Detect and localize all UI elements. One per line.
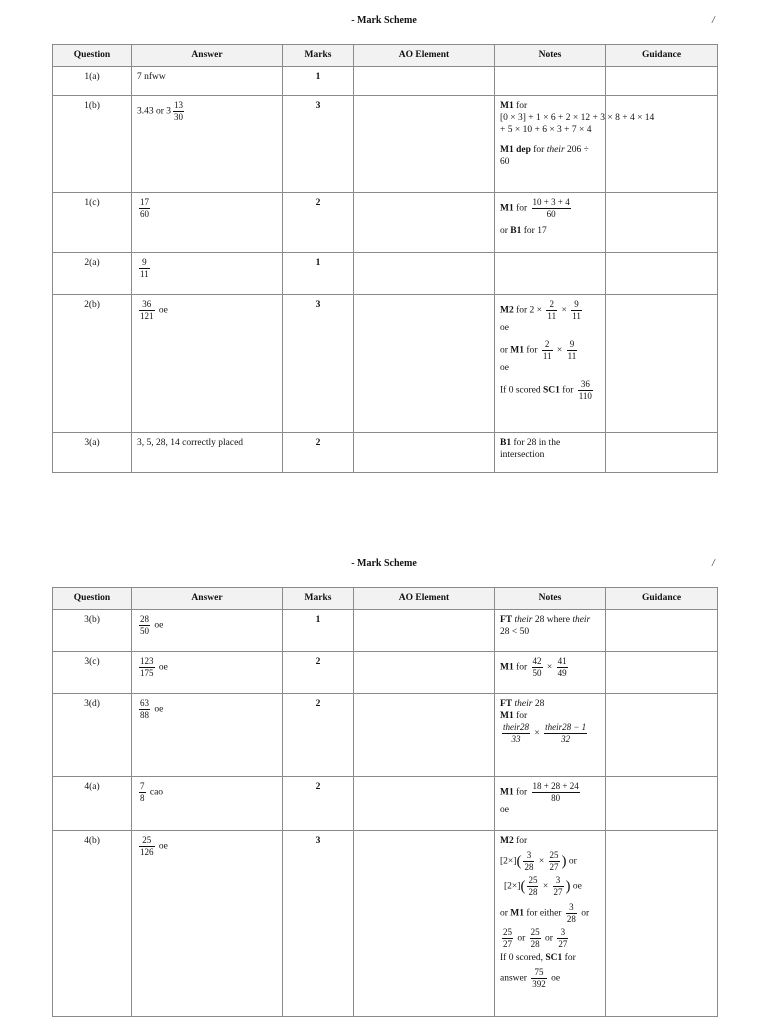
fraction — [531, 967, 547, 990]
numerator: 25 — [549, 850, 559, 860]
question-cell: 3(b) — [53, 610, 132, 652]
bracket: ( — [516, 853, 522, 870]
answer-cell — [132, 777, 283, 831]
fraction — [532, 197, 571, 220]
note-text: for 2 × — [513, 305, 543, 316]
note-text: or — [517, 933, 526, 944]
numerator: 10 + 3 + 4 — [532, 197, 570, 207]
table-row — [53, 694, 718, 777]
mark-code: M1 — [500, 662, 514, 673]
numerator: 9 — [574, 299, 579, 309]
notes-cell — [495, 777, 606, 831]
note-text: or — [500, 908, 511, 919]
note-text: for — [513, 203, 528, 214]
guidance-cell — [606, 193, 718, 253]
fraction — [544, 722, 587, 745]
numerator: 25 — [142, 835, 152, 845]
numerator: 9 — [142, 257, 147, 267]
answer-suffix: oe — [158, 662, 168, 673]
denominator: 60 — [140, 209, 149, 219]
denominator: 32 — [544, 733, 587, 745]
answer-cell: 7 nfww — [132, 67, 283, 96]
note-text: for — [524, 345, 538, 356]
denominator: 392 — [532, 979, 546, 989]
note-text: 28 < 50 — [500, 627, 530, 637]
note-text: [2×] — [504, 881, 521, 892]
fraction — [139, 257, 150, 280]
denominator: 28 — [524, 862, 534, 872]
question-cell: 1(b) — [53, 96, 132, 193]
fraction — [546, 299, 557, 322]
note-text: oe — [500, 323, 509, 333]
question-cell: 4(a) — [53, 777, 132, 831]
answer-suffix: oe — [154, 704, 164, 715]
page-number-mark: / — [712, 15, 715, 26]
answer-cell — [132, 694, 283, 777]
denominator: 28 — [566, 914, 576, 924]
note-text: or — [500, 345, 511, 356]
note-text: 28 — [532, 699, 545, 709]
mark-code: FT — [500, 615, 513, 625]
note-text: their — [572, 615, 591, 625]
denominator: 28 — [530, 939, 540, 949]
denominator: 11 — [567, 351, 577, 361]
mark-code: M1 — [510, 345, 525, 356]
note-text: If 0 scored, — [500, 953, 546, 963]
ao-cell — [354, 96, 495, 193]
note-text: or — [568, 856, 577, 867]
denominator: 110 — [578, 391, 592, 401]
marks-cell: 2 — [283, 193, 354, 253]
note-text: or — [545, 933, 553, 944]
marks-cell: 2 — [283, 433, 354, 473]
marks-cell: 3 — [283, 295, 354, 433]
note-text: for — [513, 836, 528, 846]
col-question: Question — [53, 45, 132, 67]
col-notes: Notes — [495, 45, 606, 67]
numerator: 25 — [503, 927, 512, 937]
note-text: for 17 — [521, 226, 547, 236]
times-sign: × — [542, 881, 549, 892]
note-text: for — [530, 145, 547, 155]
ao-cell — [354, 652, 495, 694]
table-row — [53, 96, 718, 193]
page-header — [0, 15, 768, 29]
note-text: or — [500, 226, 511, 236]
question-cell: 1(c) — [53, 193, 132, 253]
page-header — [0, 558, 768, 572]
fraction — [532, 656, 543, 679]
note-text: for — [562, 953, 576, 963]
table-row — [53, 652, 718, 694]
fraction — [527, 875, 538, 898]
answer-suffix: oe — [158, 305, 168, 316]
note-text: or — [581, 908, 590, 919]
note-text: for — [513, 101, 528, 111]
numerator: 41 — [557, 656, 567, 666]
denominator: 88 — [140, 710, 149, 720]
ao-cell — [354, 67, 495, 96]
numerator: their28 — [503, 722, 529, 732]
notes-cell — [495, 295, 606, 433]
answer-suffix: cao — [149, 787, 164, 798]
note-text: oe — [500, 363, 509, 373]
guidance-cell — [606, 610, 718, 652]
answer-text: 3.43 or 3 — [137, 106, 172, 117]
note-text: 28 where — [532, 615, 573, 625]
denominator: 175 — [140, 668, 154, 678]
numerator: 17 — [140, 197, 149, 207]
times-sign: × — [538, 856, 545, 867]
marks-cell: 1 — [283, 610, 354, 652]
working-expression: + 5 × 10 + 6 × 3 + 7 × 4 — [500, 125, 592, 135]
ao-cell — [354, 777, 495, 831]
numerator: 123 — [140, 656, 154, 666]
numerator: 3 — [555, 875, 561, 885]
numerator: 3 — [526, 850, 532, 860]
guidance-cell — [606, 96, 718, 193]
guidance-cell — [606, 67, 718, 96]
fraction — [173, 100, 184, 123]
denominator: 80 — [532, 792, 580, 804]
col-answer: Answer — [132, 588, 283, 610]
denominator: 27 — [503, 939, 512, 949]
notes-cell — [495, 694, 606, 777]
table-row — [53, 610, 718, 652]
note-text: for either — [524, 908, 562, 919]
col-answer: Answer — [132, 45, 283, 67]
mark-code: M1 — [510, 908, 525, 919]
question-cell: 2(b) — [53, 295, 132, 433]
marks-cell: 2 — [283, 652, 354, 694]
page-title: - Mark Scheme — [351, 558, 417, 569]
page-title: - Mark Scheme — [351, 15, 417, 26]
note-text: oe — [551, 973, 561, 984]
col-marks: Marks — [283, 45, 354, 67]
times-sign: × — [561, 305, 567, 316]
answer-cell — [132, 193, 283, 253]
question-cell: 1(a) — [53, 67, 132, 96]
mark-code: M1 — [500, 787, 514, 798]
numerator: 3 — [569, 902, 574, 912]
fraction — [139, 656, 155, 679]
denominator: 27 — [553, 887, 563, 897]
marks-cell: 1 — [283, 67, 354, 96]
mark-code: M2 — [500, 836, 514, 846]
answer-suffix: oe — [154, 620, 164, 631]
times-sign: × — [534, 728, 540, 739]
notes-cell — [495, 67, 606, 96]
fraction — [557, 927, 568, 950]
denominator: 27 — [558, 939, 568, 949]
mark-code: M1 — [500, 203, 514, 214]
guidance-cell — [606, 253, 718, 295]
table-header-row — [53, 45, 718, 67]
table-row — [53, 193, 718, 253]
mark-code: SC1 — [545, 953, 563, 963]
note-text: oe — [572, 881, 582, 892]
note-text: If 0 scored — [500, 385, 543, 396]
table-row — [53, 777, 718, 831]
mark-code: SC1 — [543, 385, 560, 396]
fraction — [139, 698, 150, 721]
note-text: their — [514, 615, 533, 625]
mark-code: M1 dep — [500, 145, 531, 155]
denominator: 50 — [532, 668, 542, 678]
fraction — [530, 927, 541, 950]
notes-cell — [495, 96, 655, 193]
ao-cell — [354, 295, 495, 433]
note-text: [2×] — [500, 856, 517, 867]
note-text: 206 ÷ — [564, 145, 589, 155]
fraction — [502, 722, 530, 745]
numerator: 63 — [140, 698, 149, 708]
mark-code: M2 — [500, 305, 514, 316]
note-text: oe — [500, 805, 509, 815]
marks-cell: 2 — [283, 777, 354, 831]
denominator: 49 — [557, 668, 567, 678]
fraction — [532, 781, 580, 804]
numerator: 9 — [569, 339, 575, 349]
times-sign: × — [546, 662, 553, 673]
bracket: ) — [561, 853, 567, 870]
answer-cell: 3, 5, 28, 14 correctly placed — [132, 433, 283, 473]
guidance-cell — [606, 295, 718, 433]
question-cell: 2(a) — [53, 253, 132, 295]
bracket: ( — [520, 878, 526, 895]
question-cell: 3(d) — [53, 694, 132, 777]
mark-scheme-table — [52, 44, 718, 473]
denominator: 28 — [528, 887, 538, 897]
fraction — [578, 379, 593, 402]
col-guidance: Guidance — [606, 588, 718, 610]
answer-cell — [132, 652, 283, 694]
ao-cell — [354, 694, 495, 777]
fraction — [542, 339, 553, 362]
question-cell: 3(a) — [53, 433, 132, 473]
numerator: 28 — [140, 614, 149, 624]
mark-code: B1 — [500, 438, 512, 448]
answer-suffix: oe — [158, 841, 168, 852]
note-text: for — [513, 662, 528, 673]
answer-cell — [132, 831, 283, 1017]
answer-cell — [132, 96, 283, 193]
denominator: 11 — [140, 269, 149, 279]
table-row — [53, 253, 718, 295]
mark-code: M1 — [500, 711, 514, 721]
ao-cell — [354, 831, 495, 1017]
mark-code: B1 — [510, 226, 522, 236]
numerator: 3 — [560, 927, 566, 937]
notes-cell — [495, 831, 606, 1017]
fraction — [557, 656, 568, 679]
notes-cell — [495, 193, 606, 253]
numerator: 18 + 28 + 24 — [532, 781, 579, 791]
note-text: for — [559, 385, 574, 396]
table-row — [53, 831, 718, 1017]
table-row — [53, 67, 718, 96]
denominator: 60 — [532, 208, 571, 220]
table-row — [53, 433, 718, 473]
fraction — [139, 299, 155, 322]
numerator: 25 — [530, 927, 540, 937]
marks-cell: 3 — [283, 831, 354, 1017]
answer-cell — [132, 253, 283, 295]
bracket: ) — [565, 878, 571, 895]
numerator: 7 — [140, 781, 145, 791]
numerator: 36 — [142, 299, 152, 309]
marks-cell: 1 — [283, 253, 354, 295]
marks-cell: 2 — [283, 694, 354, 777]
fraction — [502, 927, 513, 950]
question-cell: 4(b) — [53, 831, 132, 1017]
note-text: their — [546, 145, 565, 155]
fraction — [139, 781, 146, 804]
ao-cell — [354, 193, 495, 253]
numerator: 25 — [528, 875, 538, 885]
fraction — [139, 835, 155, 858]
denominator: 11 — [542, 351, 552, 361]
fraction — [549, 850, 560, 873]
note-text: for — [513, 711, 528, 721]
numerator: 2 — [544, 339, 550, 349]
col-notes: Notes — [495, 588, 606, 610]
working-expression: [0 × 3] + 1 × 6 + 2 × 12 + 3 × 8 + 4 × 14 — [500, 113, 655, 123]
denominator: 27 — [549, 862, 559, 872]
col-marks: Marks — [283, 588, 354, 610]
denominator: 8 — [140, 793, 145, 803]
fraction — [553, 875, 564, 898]
notes-cell — [495, 652, 606, 694]
fraction — [567, 339, 578, 362]
denominator: 126 — [140, 847, 154, 857]
note-text: their — [514, 699, 533, 709]
ao-cell — [354, 610, 495, 652]
numerator: 13 — [174, 100, 184, 110]
numerator: 2 — [549, 299, 554, 309]
answer-cell — [132, 610, 283, 652]
table-header-row — [53, 588, 718, 610]
fraction — [566, 902, 577, 925]
answer-cell — [132, 295, 283, 433]
denominator: 121 — [140, 311, 154, 321]
numerator: 36 — [580, 379, 590, 389]
guidance-cell — [606, 433, 718, 473]
notes-cell — [495, 610, 606, 652]
guidance-cell — [606, 777, 718, 831]
notes-cell — [495, 433, 606, 473]
denominator: 33 — [502, 733, 530, 745]
note-text: 60 — [500, 157, 510, 167]
col-guidance: Guidance — [606, 45, 718, 67]
page-number-mark: / — [712, 558, 715, 569]
note-text: answer — [500, 973, 527, 984]
col-ao-element: AO Element — [354, 45, 495, 67]
fraction — [523, 850, 534, 873]
denominator: 11 — [547, 311, 557, 321]
notes-cell — [495, 253, 606, 295]
guidance-cell — [606, 694, 718, 777]
numerator: 75 — [534, 967, 544, 977]
ao-cell — [354, 433, 495, 473]
fraction — [139, 614, 150, 637]
note-text: for 28 in the intersection — [500, 438, 561, 460]
fraction — [571, 299, 582, 322]
mark-code: M1 — [500, 101, 514, 111]
table-row — [53, 295, 718, 433]
marks-cell: 3 — [283, 96, 354, 193]
denominator: 30 — [174, 112, 184, 122]
guidance-cell — [606, 652, 718, 694]
note-text: for — [513, 787, 528, 798]
fraction — [139, 197, 150, 220]
mark-scheme-table — [52, 587, 718, 1017]
numerator: their28 − 1 — [545, 722, 587, 732]
question-cell: 3(c) — [53, 652, 132, 694]
mark-code: FT — [500, 699, 513, 709]
denominator: 50 — [140, 626, 149, 636]
times-sign: × — [556, 345, 563, 356]
denominator: 11 — [572, 311, 581, 321]
guidance-cell — [606, 831, 718, 1017]
ao-cell — [354, 253, 495, 295]
col-ao-element: AO Element — [354, 588, 495, 610]
numerator: 42 — [532, 656, 542, 666]
col-question: Question — [53, 588, 132, 610]
